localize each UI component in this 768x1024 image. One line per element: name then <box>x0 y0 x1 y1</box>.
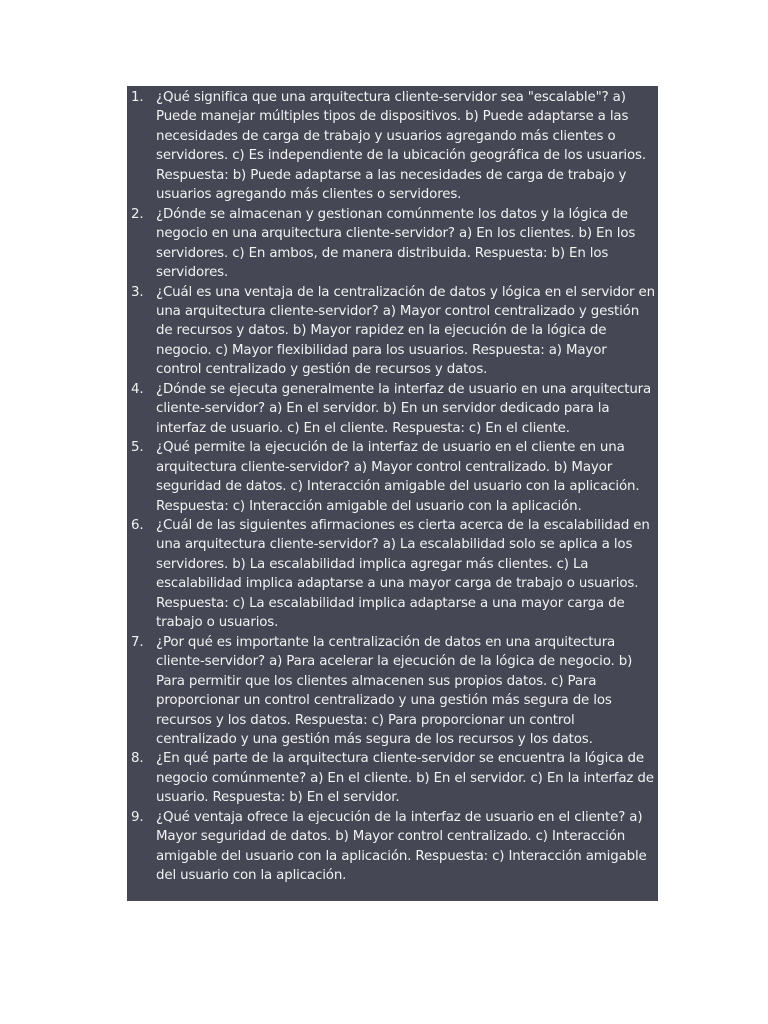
question-item-3 <box>127 283 658 380</box>
question-text: ¿Cuál es una ventaja de la centralización de datos y lógica en el servidor en una arquitectura cliente-servidor? a) Mayor control centralizado y gestión de recursos y datos. b) Mayor rapidez en la ejecución de la lógica de negocio. c) Mayor flexibilidad para los usuarios. Respuesta: a) Mayor control centralizado y gestión de recursos y datos. <box>156 284 655 378</box>
question-text: ¿Qué permite la ejecución de la interfaz de usuario en el cliente en una arquitectura cliente-servidor? a) Mayor control centralizado. b) Mayor seguridad de datos. c) Interacción amigable del usuario con la aplicación. Respuesta: c) Interacción amigable del usuario con la aplicación. <box>156 440 640 514</box>
question-number: 8. <box>131 751 144 767</box>
question-text: ¿Dónde se ejecuta generalmente la interfaz de usuario en una arquitectura cliente-servidor? a) En el servidor. b) En un servidor dedicado para la interfaz de usuario. c) En el cliente. Respuesta: c) En el cliente. <box>156 381 652 436</box>
question-item-1 <box>127 88 658 205</box>
question-text: ¿Qué ventaja ofrece la ejecución de la interfaz de usuario en el cliente? a) Mayor seguridad de datos. b) Mayor control centralizado. c) Interacción amigable del usuario con la aplicación. Respuesta: c) Interacción amigable del usuario con la aplicación. <box>156 809 647 884</box>
question-text: ¿Qué significa que una arquitectura cliente-servidor sea "escalable"? a) Puede manejar múltiples tipos de dispositivos. b) Puede adaptarse a las necesidades de carga de trabajo y usuarios agregando más clientes o servidores. c) Es independiente de la ubicación geográfica de los usuarios. Respuesta: b) Puede adaptarse a las necesidades de carga de trabajo y usuarios agregando más clientes o servidores. <box>156 90 646 203</box>
question-text: ¿Dónde se almacenan y gestionan comúnmente los datos y la lógica de negocio en una arquitectura cliente-servidor? a) En los clientes. b) En los servidores. c) En ambos, de manera distribuida. Respuesta: b) En los servidores. <box>156 206 636 281</box>
question-item-7 <box>127 633 658 750</box>
question-text: ¿Cuál de las siguientes afirmaciones es cierta acerca de la escalabilidad en una arquitectura cliente-servidor? a) La escalabilidad solo se aplica a los servidores. b) La escalabilidad implica agregar más clientes. c) La escalabilidad implica adaptarse a una mayor carga de trabajo o usuarios. Respuesta: c) La escalabilidad implica adaptarse a una mayor carga de trabajo o usuarios. <box>156 517 650 631</box>
question-number: 6. <box>131 517 144 533</box>
question-item-6 <box>127 516 658 633</box>
question-item-4 <box>127 380 658 438</box>
question-number: 3. <box>131 284 144 300</box>
question-list <box>127 88 658 886</box>
question-item-9 <box>127 808 658 886</box>
question-number: 4. <box>131 381 144 397</box>
question-number: 1. <box>131 90 144 105</box>
question-panel <box>127 86 658 901</box>
question-text: ¿En qué parte de la arquitectura cliente-servidor se encuentra la lógica de negocio comúnmente? a) En el cliente. b) En el servidor. c) En la interfaz de usuario. Respuesta: b) En el servidor. <box>156 751 654 806</box>
question-number: 5. <box>131 440 144 456</box>
question-item-8 <box>127 749 658 807</box>
question-number: 2. <box>131 206 144 222</box>
question-item-5 <box>127 438 658 516</box>
question-number: 7. <box>131 634 144 650</box>
question-number: 9. <box>131 809 144 825</box>
question-item-2 <box>127 205 658 283</box>
question-text: ¿Por qué es importante la centralización de datos en una arquitectura cliente-servidor? a) Para acelerar la ejecución de la lógica de negocio. b) Para permitir que los clientes almacenen sus propios datos. c) Para proporcionar un control centralizado y una gestión más segura de los recursos y los datos. Respuesta: c) Para proporcionar un control centralizado y una gestión más segura de los recursos y los datos. <box>156 634 633 747</box>
